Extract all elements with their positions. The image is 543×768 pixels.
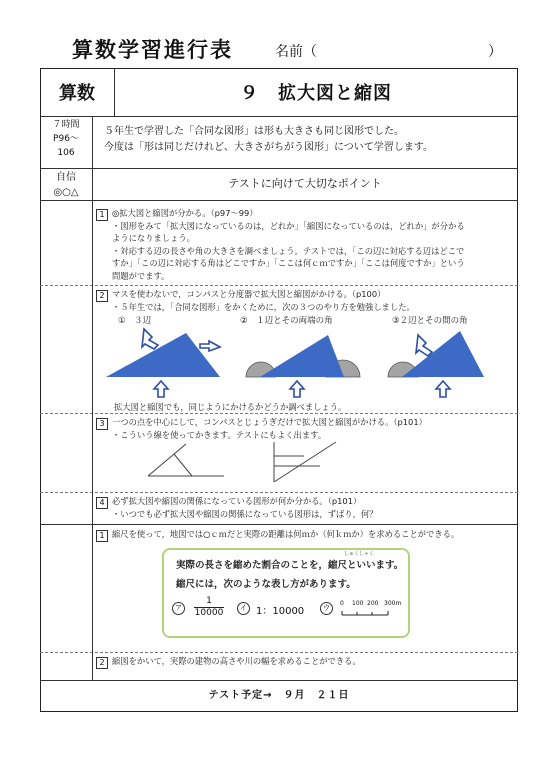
divider — [40, 680, 518, 681]
fraction-denominator: 10000 — [194, 608, 224, 618]
section-line: マスを使わないで，コンパスと分度器で拡大図と縮図がかける。（p100） — [112, 289, 386, 299]
section-line: すか」「この辺に対応する角はどこですか」「ここは何ｃｍですか」「ここは何度ですか」という — [112, 258, 465, 268]
section-line: 問題がでます。 — [112, 270, 170, 281]
unit-intro — [104, 124, 504, 156]
scale-tick: 200 — [367, 600, 379, 607]
callout-line: 実際の長さを縮めた割合のことを，縮尺といいます。 — [176, 560, 404, 571]
hours-line: 106 — [57, 148, 75, 158]
hours-line: P96～ — [53, 134, 79, 144]
divider — [40, 492, 518, 493]
intro-line: 今度は「形は同じだけれど、大きさがちがう図形」について学習します。 — [104, 142, 433, 153]
rating-label: 自信 — [56, 172, 76, 183]
divider — [40, 116, 518, 117]
section-line: ・図形をみて「拡大図になっているのは，どれか」「縮図になっているのは，どれか」が分かる — [112, 220, 465, 231]
option-marker: ア — [172, 602, 185, 615]
name-field-close: ） — [488, 44, 502, 60]
arrow-icon — [290, 381, 304, 397]
scale-tick: 100 — [352, 600, 364, 607]
unit-title: ９ 拡大図と縮図 — [240, 83, 392, 104]
divider — [40, 652, 518, 653]
section-number: 1 — [96, 530, 108, 542]
method-label: ② １辺とその両端の角 — [240, 316, 333, 326]
section-line: ・いつでも必ず拡大図や縮図の関係になっている図形は，ずばり，何？ — [112, 508, 378, 519]
confidence-rating — [40, 170, 92, 200]
section-number: 3 — [96, 418, 108, 430]
points-heading: テストに向けて大切なポイント — [228, 177, 382, 190]
ratio-scale: 1：10000 — [256, 606, 305, 617]
section-line: ・対応する辺の長さや角の大きさを調べましょう。テストでは，「この辺に対応する辺はどこで — [112, 245, 465, 256]
name-field-label: 名前（ — [275, 44, 317, 60]
callout-line: 縮尺には，次のような表し方があります。 — [176, 579, 356, 590]
arrow-icon — [436, 381, 450, 397]
section-number: 4 — [96, 497, 108, 509]
scale-tick: 300m — [384, 600, 402, 607]
arrow-icon — [154, 381, 168, 397]
fraction-scale — [190, 596, 228, 619]
page-title: 算数学習進行表 — [72, 38, 233, 62]
arrow-icon — [142, 329, 158, 349]
section-text: 縮図をかいて，実際の建物の高さや川の幅を求めることができる。 — [112, 656, 361, 666]
divider — [40, 285, 518, 286]
arrow-icon — [416, 335, 432, 356]
divider — [40, 524, 518, 525]
section-line: ようになりましょう。 — [112, 233, 195, 243]
divider — [40, 168, 518, 169]
construction-lines-diagram — [140, 438, 360, 490]
hours-line: ７時間 — [52, 120, 80, 130]
fraction-numerator: 1 — [206, 596, 212, 606]
method-label: ① ３辺 — [118, 316, 152, 326]
ruby-text: しゅくしゃく — [344, 551, 375, 557]
section-text — [112, 288, 512, 313]
section-note: 拡大図と縮図でも，同じようにかけるかどうか調べましょう。 — [114, 402, 347, 412]
test-date: テスト予定→ ９月 ２１日 — [208, 690, 350, 701]
triangle-shape — [402, 331, 484, 377]
triangle-shape — [106, 333, 220, 377]
intro-line: ５年生で学習した「合同な図形」は形も大きさも同じ図形でした。 — [104, 126, 404, 137]
scale-tick: 0 — [340, 600, 344, 607]
arrow-icon — [200, 341, 220, 351]
section-line: ・こういう線を使ってかきます。テストにもよく出ます。 — [112, 429, 327, 440]
section-number: 1 — [96, 209, 108, 221]
section-text — [112, 495, 512, 520]
option-marker: イ — [237, 602, 250, 615]
section-text: 縮尺を使って，地図では○ｃｍだと実際の距離は何ｍか（何ｋｍか）を求めることができる。 — [112, 529, 460, 539]
section-line: ・５年生では，「合同な図形」をかくために，次の３つのやり方を勉強しました。 — [112, 301, 415, 312]
method-label: ③２辺とその間の角 — [392, 316, 468, 326]
section-number: 2 — [96, 657, 108, 669]
option-marker: ウ — [320, 602, 333, 615]
section-text — [112, 207, 512, 282]
section-line: 必ず拡大図や縮図の関係になっている図形が何か分かる。（p101） — [112, 496, 362, 506]
hours-info — [40, 118, 92, 160]
section-number: 2 — [96, 290, 108, 302]
triangle-shape — [260, 335, 344, 377]
divider — [40, 200, 518, 201]
section-line: ◎拡大図と縮図が分かる。（p97～99） — [112, 208, 258, 218]
triangle-methods-diagram — [92, 325, 518, 403]
subject-label: 算数 — [59, 83, 95, 104]
section-line: 一つの点を中心にして，コンパスとじょうぎだけで拡大図と縮図がかける。（p101） — [112, 417, 427, 427]
rating-symbols: ◎○△ — [53, 187, 79, 198]
